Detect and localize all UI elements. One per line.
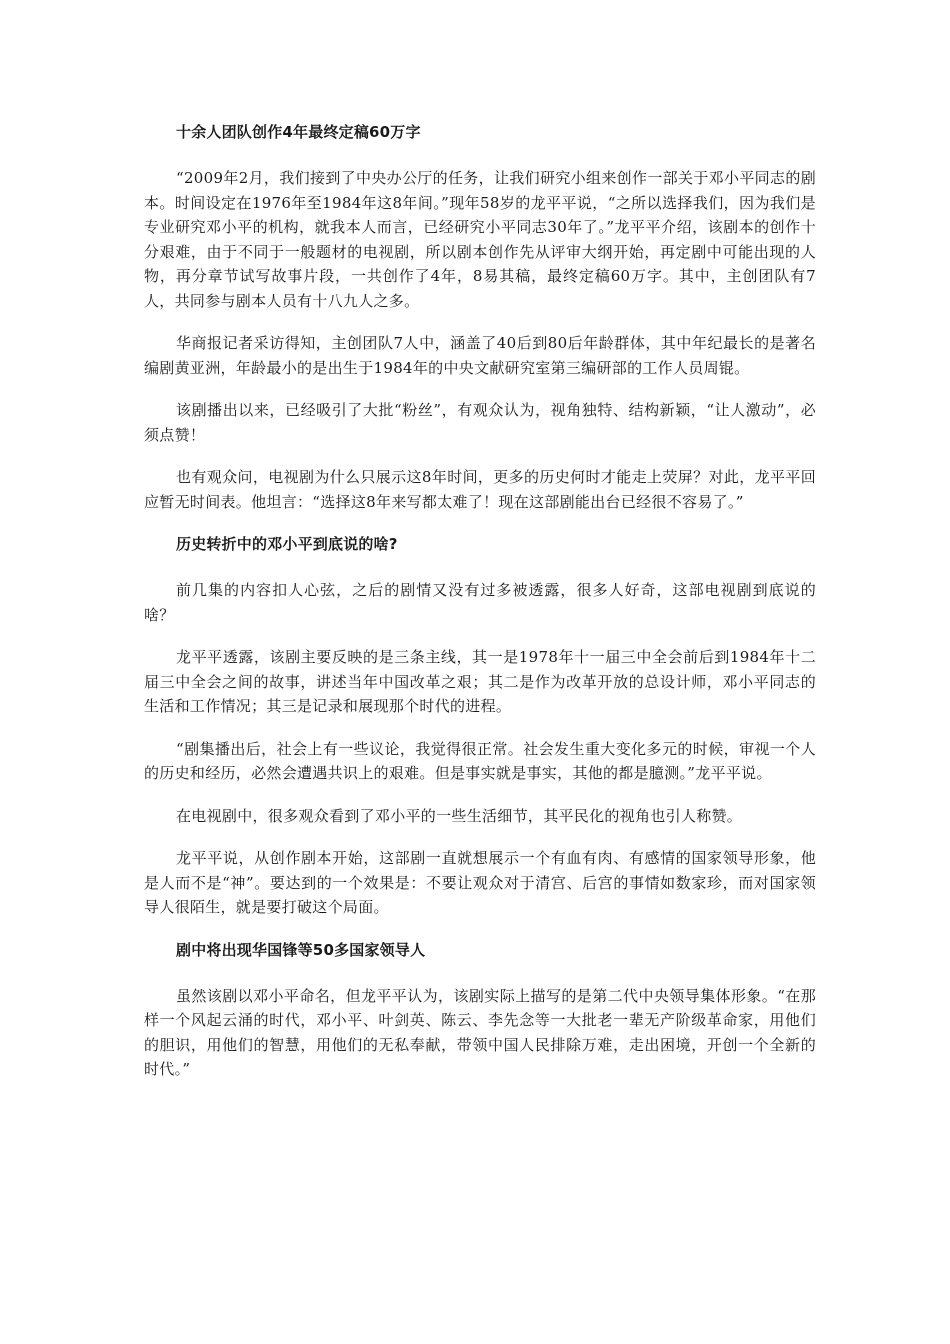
section-2 — [144, 532, 816, 920]
section-3 — [144, 938, 816, 1082]
paragraph: 也有观众问，电视剧为什么只展示这8年时间，更多的历史何时才能走上荧屏？对此，龙平平回应暂无时间表。他坦言：“选择这8年来写都太难了！现在这部剧能出台已经很不容易了。” — [144, 468, 816, 511]
section-heading: 剧中将出现华国锋等50多国家领导人 — [176, 940, 426, 959]
section-heading: 历史转折中的邓小平到底说的啥? — [176, 535, 398, 553]
paragraph: “2009年2月，我们接到了中央办公厅的任务，让我们研究小组来创作一部关于邓小平同志的剧本。时间设定在1976年至1984年这8年间。”现年58岁的龙平平说，“之所以选择我们，因为我们是专业研究邓小平的机构，就我本人而言，已经研究小平同志30年了。”龙平平介绍，该剧本的创作十分艰难，由于不同于一般题材的电视剧，所以剧本创作先从评审大纲开始，再定剧中可能出现的人物，再分章节试写故事片段，一共创作了4年，8易其稿，最终定稿60万字。其中，主创团队有7人，共同参与剧本人员有十八九人之多。 — [144, 169, 816, 310]
section-heading: 十余人团队创作4年最终定稿60万字 — [176, 123, 421, 141]
document-page — [144, 120, 816, 1100]
paragraph: “剧集播出后，社会上有一些议论，我觉得很正常。社会发生重大变化多元的时候，审视一个人的历史和经历，必然会遭遇共识上的艰难。但是事实就是事实，其他的都是臆测。”龙平平说。 — [144, 739, 816, 782]
paragraph: 华商报记者采访得知，主创团队7人中，涵盖了40后到80后年龄群体，其中年纪最长的是著名编剧黄亚洲，年龄最小的是出生于1984年的中央文献研究室第三编研部的工作人员周锟。 — [144, 334, 816, 377]
paragraph: 龙平平透露，该剧主要反映的是三条主线，其一是1978年十一届三中全会前后到1984年十二届三中全会之间的故事，讲述当年中国改革之艰；其二是作为改革开放的总设计师，邓小平同志的生活和工作情况；其三是记录和展现那个时代的进程。 — [144, 648, 816, 715]
section-1 — [144, 120, 816, 514]
paragraph: 前几集的内容扣人心弦，之后的剧情又没有过多被透露，很多人好奇，这部电视剧到底说的啥？ — [144, 581, 816, 624]
paragraph: 在电视剧中，很多观众看到了邓小平的一些生活细节，其平民化的视角也引人称赞。 — [176, 806, 743, 825]
paragraph: 虽然该剧以邓小平命名，但龙平平认为，该剧实际上描写的是第二代中央领导集体形象。“在那样一个风起云涌的时代，邓小平、叶剑英、陈云、李先念等一大批老一辈无产阶级革命家，用他们的胆识，用他们的智慧，用他们的无私奉献，带领中国人民排除万难，走出困境，开创一个全新的时代。” — [144, 986, 816, 1078]
paragraph: 该剧播出以来，已经吸引了大批“粉丝”，有观众认为，视角独特、结构新颖，“让人激动”，必须点赞！ — [144, 401, 816, 444]
paragraph: 龙平平说，从创作剧本开始，这部剧一直就想展示一个有血有肉、有感情的国家领导形象，他是人而不是“神”。要达到的一个效果是：不要让观众对于清宫、后宫的事情如数家珍，而对国家领导人很陌生，就是要打破这个局面。 — [144, 849, 816, 916]
